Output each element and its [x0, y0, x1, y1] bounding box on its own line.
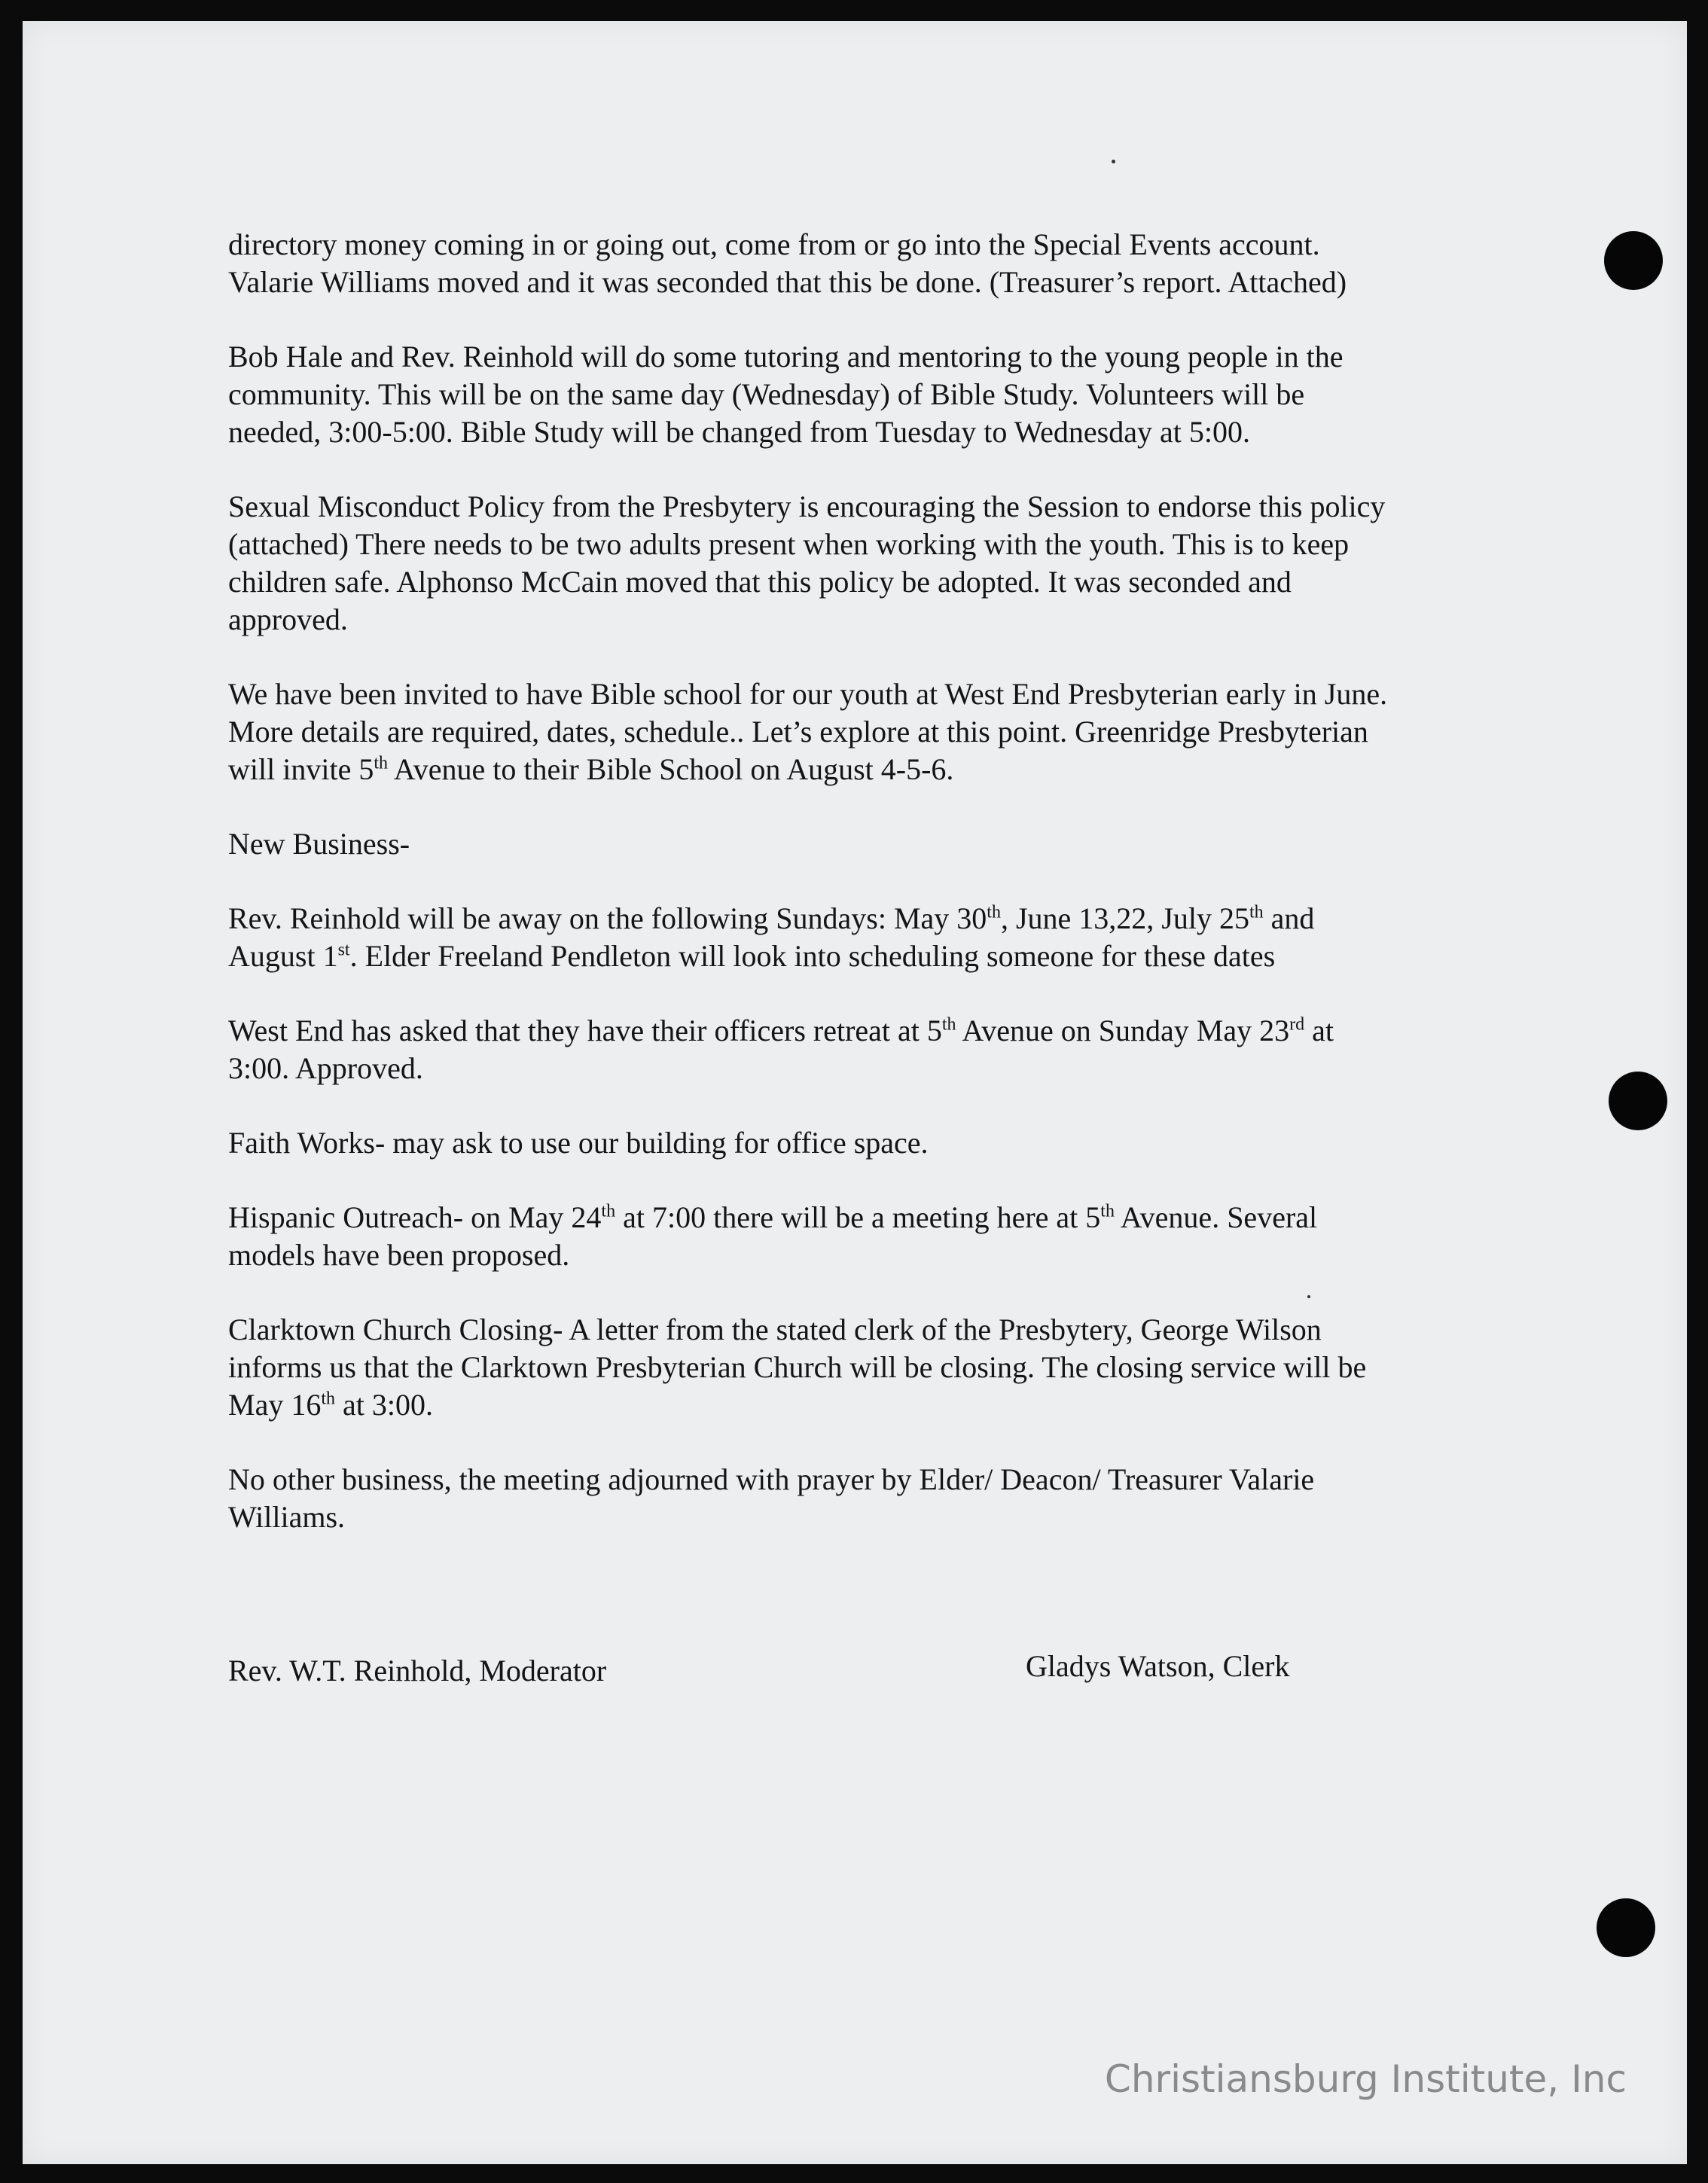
text-line: More details are required, dates, schedule.. Let’s explore at this point. Greenridge Presbyterian	[228, 715, 1368, 749]
text-line: Clarktown Church Closing- A letter from the stated clerk of the Presbytery, George Wilson	[228, 1313, 1322, 1346]
paragraph-adjournment	[228, 1461, 1523, 1536]
text-line: August 1st. Elder Freeland Pendleton will look into scheduling someone for these dates	[228, 939, 1276, 973]
text-line: Williams.	[228, 1500, 346, 1534]
text-line: needed, 3:00-5:00. Bible Study will be changed from Tuesday to Wednesday at 5:00.	[228, 415, 1250, 449]
archive-watermark: Christiansburg Institute, Inc	[1104, 2057, 1627, 2101]
text-line: Rev. Reinhold will be away on the following Sundays: May 30th, June 13,22, July 25th and	[228, 901, 1315, 935]
text-line: 3:00. Approved.	[228, 1051, 423, 1085]
text-line: directory money coming in or going out, come from or go into the Special Events account.	[228, 227, 1320, 261]
paragraph-tutoring	[228, 338, 1523, 451]
paragraph-faith-works	[228, 1124, 1523, 1162]
punch-hole	[1604, 231, 1663, 290]
text-line: New Business-	[228, 827, 410, 861]
punch-hole	[1609, 1072, 1667, 1130]
clerk-signature: Gladys Watson, Clerk	[1026, 1649, 1290, 1683]
paragraph-hispanic-outreach	[228, 1199, 1523, 1274]
minutes-body	[228, 226, 1523, 1573]
text-line: May 16th at 3:00.	[228, 1388, 433, 1422]
text-line: Hispanic Outreach- on May 24th at 7:00 there will be a meeting here at 5th Avenue. Several	[228, 1200, 1318, 1234]
paragraph-clarktown-closing	[228, 1311, 1523, 1424]
text-line: will invite 5th Avenue to their Bible School on August 4-5-6.	[228, 752, 954, 786]
paragraph-special-events	[228, 226, 1523, 301]
text-line: community. This will be on the same day (Wednesday) of Bible Study. Volunteers will be	[228, 377, 1305, 411]
paragraph-bible-school	[228, 675, 1523, 788]
text-line: children safe. Alphonso McCain moved that this policy be adopted. It was seconded and	[228, 565, 1292, 599]
punch-hole	[1597, 1898, 1655, 1957]
text-line: Sexual Misconduct Policy from the Presbytery is encouraging the Session to endorse this policy	[228, 489, 1386, 523]
text-line: Faith Works- may ask to use our building for office space.	[228, 1126, 929, 1160]
moderator-signature: Rev. W.T. Reinhold, Moderator	[228, 1654, 607, 1688]
text-line: No other business, the meeting adjourned with prayer by Elder/ Deacon/ Treasurer Valarie	[228, 1462, 1315, 1496]
text-line: models have been proposed.	[228, 1238, 570, 1272]
text-line: informs us that the Clarktown Presbyterian Church will be closing. The closing service will be	[228, 1350, 1367, 1384]
paper-speck	[1112, 160, 1115, 163]
paragraph-reinhold-away	[228, 900, 1523, 975]
paragraph-misconduct-policy	[228, 488, 1523, 639]
section-heading-new-business	[228, 825, 1523, 863]
text-line: approved.	[228, 602, 348, 636]
paragraph-officers-retreat	[228, 1012, 1523, 1087]
document-page	[23, 21, 1687, 2164]
text-line: We have been invited to have Bible school for our youth at West End Presbyterian early in June.	[228, 677, 1388, 711]
text-line: West End has asked that they have their officers retreat at 5th Avenue on Sunday May 23rd at	[228, 1014, 1334, 1047]
text-line: Valarie Williams moved and it was seconded that this be done. (Treasurer’s report. Attached)	[228, 265, 1347, 299]
text-line: (attached) There needs to be two adults present when working with the youth. This is to keep	[228, 527, 1350, 561]
text-line: Bob Hale and Rev. Reinhold will do some tutoring and mentoring to the young people in the	[228, 340, 1344, 373]
